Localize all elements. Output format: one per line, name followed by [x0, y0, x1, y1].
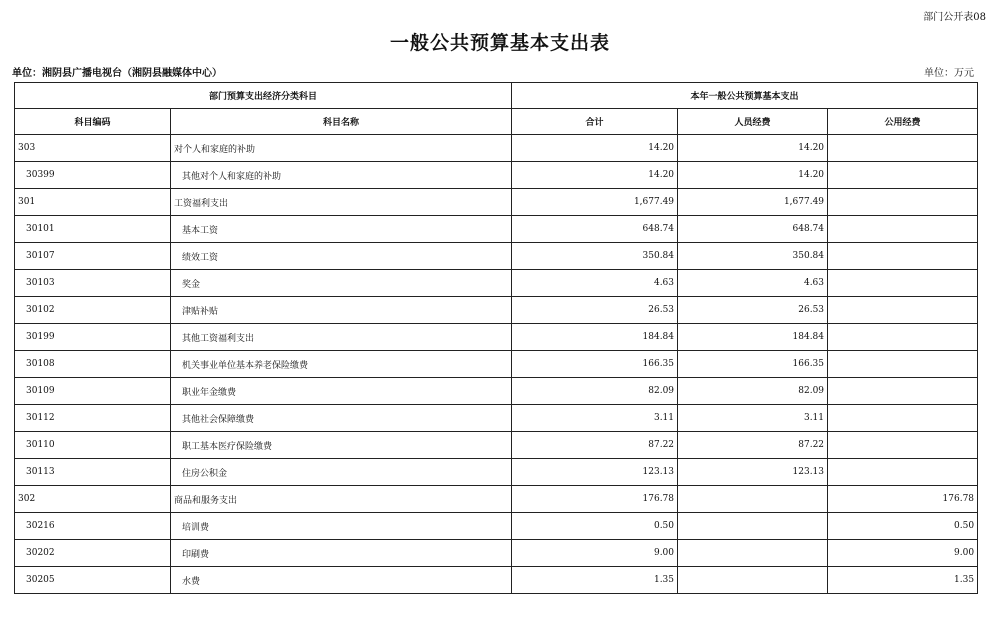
row-code: 30110	[15, 432, 171, 459]
header-name: 科目名称	[171, 109, 512, 135]
row-name: 培训费	[171, 513, 512, 540]
row-code: 303	[15, 135, 171, 162]
row-code: 30399	[15, 162, 171, 189]
table-row	[15, 567, 978, 594]
row-personnel: 14.20	[678, 162, 828, 189]
row-code: 30112	[15, 405, 171, 432]
row-total: 9.00	[512, 540, 678, 567]
document-code: 部门公开表08	[923, 12, 986, 23]
row-code: 30199	[15, 324, 171, 351]
row-public	[828, 270, 978, 297]
row-code: 302	[15, 486, 171, 513]
table-row	[15, 297, 978, 324]
table-row	[15, 459, 978, 486]
row-code: 30108	[15, 351, 171, 378]
row-personnel	[678, 540, 828, 567]
row-code: 30205	[15, 567, 171, 594]
row-public	[828, 432, 978, 459]
row-personnel	[678, 567, 828, 594]
header-code: 科目编码	[15, 109, 171, 135]
row-personnel: 350.84	[678, 243, 828, 270]
table-row	[15, 243, 978, 270]
table-row	[15, 378, 978, 405]
table-row	[15, 540, 978, 567]
unit-organization: 单位：湘阴县广播电视台（湘阴县融媒体中心）	[12, 68, 222, 79]
row-total: 184.84	[512, 324, 678, 351]
row-personnel: 1,677.49	[678, 189, 828, 216]
unit-currency: 单位：万元	[924, 68, 974, 79]
row-name: 商品和服务支出	[171, 486, 512, 513]
row-code: 301	[15, 189, 171, 216]
row-public	[828, 378, 978, 405]
row-public: 0.50	[828, 513, 978, 540]
row-public: 176.78	[828, 486, 978, 513]
row-total: 166.35	[512, 351, 678, 378]
row-total: 123.13	[512, 459, 678, 486]
page-title: 一般公共预算基本支出表	[389, 32, 610, 54]
row-total: 648.74	[512, 216, 678, 243]
table-row	[15, 324, 978, 351]
budget-table	[14, 82, 978, 594]
row-personnel: 82.09	[678, 378, 828, 405]
row-total: 14.20	[512, 162, 678, 189]
row-name: 机关事业单位基本养老保险缴费	[171, 351, 512, 378]
row-total: 1,677.49	[512, 189, 678, 216]
row-name: 基本工资	[171, 216, 512, 243]
header-public: 公用经费	[828, 109, 978, 135]
row-name: 其他对个人和家庭的补助	[171, 162, 512, 189]
row-public	[828, 216, 978, 243]
row-personnel: 87.22	[678, 432, 828, 459]
row-code: 30216	[15, 513, 171, 540]
table-row	[15, 189, 978, 216]
header-personnel: 人员经费	[678, 109, 828, 135]
row-name: 绩效工资	[171, 243, 512, 270]
table-row	[15, 486, 978, 513]
row-public	[828, 162, 978, 189]
row-name: 其他社会保障缴费	[171, 405, 512, 432]
row-name: 其他工资福利支出	[171, 324, 512, 351]
row-public	[828, 297, 978, 324]
row-code: 30113	[15, 459, 171, 486]
row-code: 30202	[15, 540, 171, 567]
table-row	[15, 513, 978, 540]
row-code: 30107	[15, 243, 171, 270]
row-public: 1.35	[828, 567, 978, 594]
row-total: 4.63	[512, 270, 678, 297]
row-personnel: 184.84	[678, 324, 828, 351]
row-total: 14.20	[512, 135, 678, 162]
table-row	[15, 270, 978, 297]
table-row	[15, 135, 978, 162]
row-name: 工资福利支出	[171, 189, 512, 216]
row-name: 对个人和家庭的补助	[171, 135, 512, 162]
row-total: 176.78	[512, 486, 678, 513]
row-personnel: 166.35	[678, 351, 828, 378]
table-row	[15, 351, 978, 378]
row-personnel: 123.13	[678, 459, 828, 486]
row-personnel: 3.11	[678, 405, 828, 432]
table-row	[15, 162, 978, 189]
row-personnel: 14.20	[678, 135, 828, 162]
row-name: 印刷费	[171, 540, 512, 567]
row-personnel	[678, 513, 828, 540]
row-name: 职业年金缴费	[171, 378, 512, 405]
row-total: 87.22	[512, 432, 678, 459]
header-group-expenditure: 本年一般公共预算基本支出	[512, 83, 978, 109]
row-total: 26.53	[512, 297, 678, 324]
row-personnel: 26.53	[678, 297, 828, 324]
row-public	[828, 243, 978, 270]
row-name: 水费	[171, 567, 512, 594]
row-name: 住房公积金	[171, 459, 512, 486]
row-total: 82.09	[512, 378, 678, 405]
table-row	[15, 216, 978, 243]
header-total: 合计	[512, 109, 678, 135]
row-code: 30103	[15, 270, 171, 297]
row-total: 350.84	[512, 243, 678, 270]
row-total: 0.50	[512, 513, 678, 540]
row-public	[828, 405, 978, 432]
table-body	[15, 135, 978, 594]
row-personnel	[678, 486, 828, 513]
row-public	[828, 351, 978, 378]
row-name: 奖金	[171, 270, 512, 297]
row-public	[828, 135, 978, 162]
row-personnel: 648.74	[678, 216, 828, 243]
row-total: 1.35	[512, 567, 678, 594]
row-code: 30101	[15, 216, 171, 243]
row-name: 职工基本医疗保险缴费	[171, 432, 512, 459]
row-personnel: 4.63	[678, 270, 828, 297]
row-public	[828, 459, 978, 486]
row-code: 30109	[15, 378, 171, 405]
row-public	[828, 324, 978, 351]
table-row	[15, 405, 978, 432]
row-public	[828, 189, 978, 216]
row-public: 9.00	[828, 540, 978, 567]
row-code: 30102	[15, 297, 171, 324]
row-total: 3.11	[512, 405, 678, 432]
header-group-classification: 部门预算支出经济分类科目	[15, 83, 512, 109]
row-name: 津贴补贴	[171, 297, 512, 324]
table-row	[15, 432, 978, 459]
